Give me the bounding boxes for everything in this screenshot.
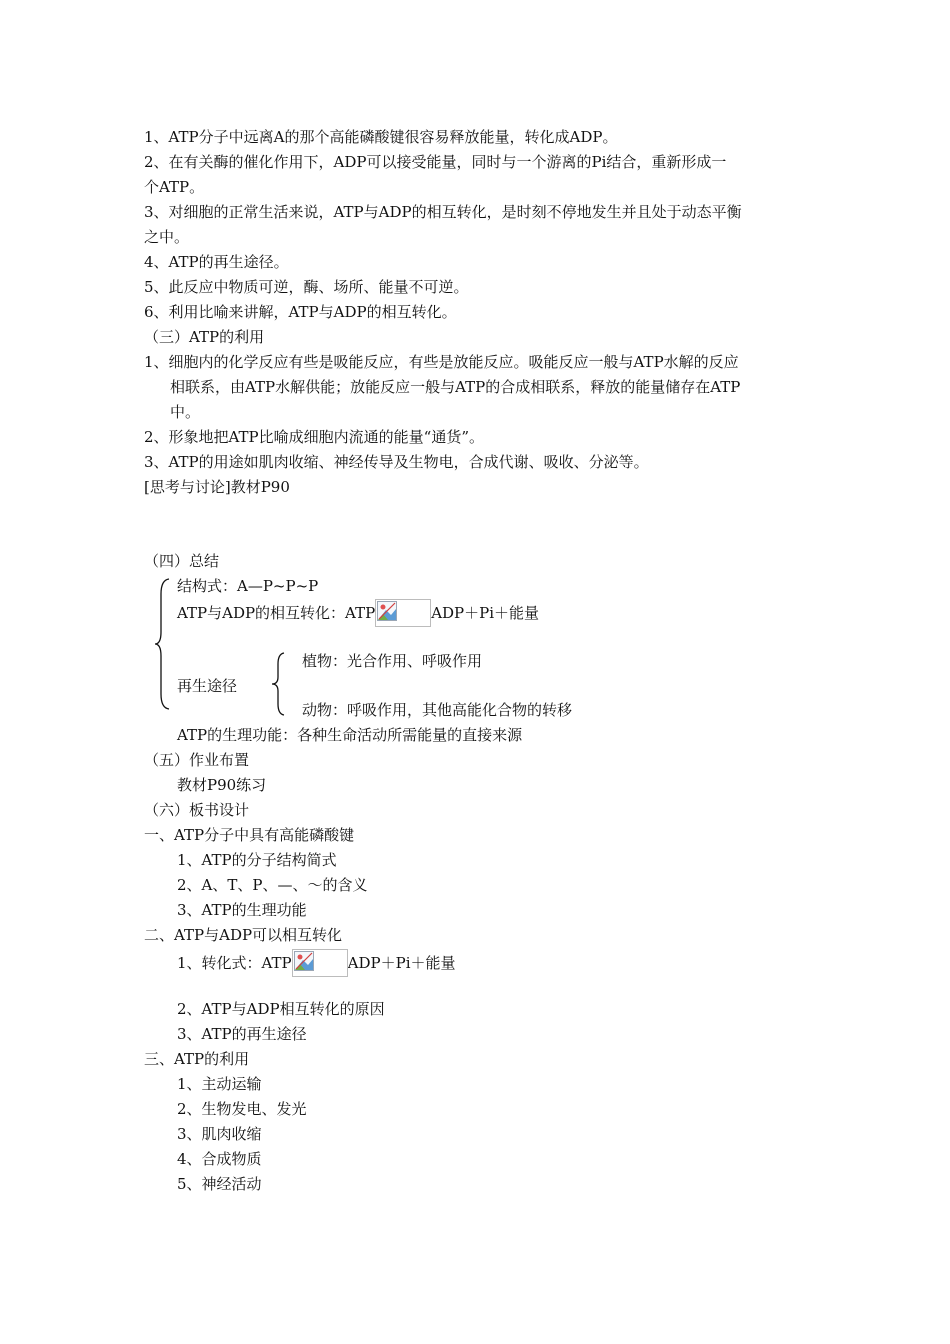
section3-line-5: 3、ATP的用途如肌肉收缩、神经传导及生物电，合成代谢、吸收、分泌等。 <box>144 453 649 471</box>
board-formula <box>177 951 456 977</box>
summary-animal: 动物：呼吸作用，其他高能化合物的转移 <box>302 701 573 719</box>
board-part2-item-2: 2、ATP与ADP相互转化的原因 <box>177 1000 385 1018</box>
summary-conversion-left: ATP与ADP的相互转化：ATP <box>177 604 376 622</box>
section3-line-1: 1、细胞内的化学反应有些是吸能反应，有些是放能反应。吸能反应一般与ATP水解的反应 <box>144 353 739 371</box>
intro-line-8: 6、利用比喻来讲解，ATP与ADP的相互转化。 <box>144 303 457 321</box>
intro-line-3: 个ATP。 <box>144 178 205 196</box>
board-formula-left: 1、转化式：ATP <box>177 954 292 972</box>
section3-line-4: 2、形象地把ATP比喻成细胞内流通的能量“通货”。 <box>144 428 484 446</box>
board-part2-item-3: 3、ATP的再生途径 <box>177 1025 307 1043</box>
board-part3-item-4: 4、合成物质 <box>177 1150 262 1168</box>
board-part3-item-5: 5、神经活动 <box>177 1175 262 1193</box>
summary-conversion <box>177 601 539 627</box>
reaction-arrow-image <box>375 599 431 627</box>
board-part2-title: 二、ATP与ADP可以相互转化 <box>144 926 343 944</box>
section5-heading: （五）作业布置 <box>144 751 250 769</box>
section3-line-3: 中。 <box>170 403 201 421</box>
section3-line-2: 相联系，由ATP水解供能；放能反应一般与ATP的合成相联系，释放的能量储存在ATP <box>170 378 741 396</box>
broken-image-icon <box>377 601 397 621</box>
intro-line-7: 5、此反应中物质可逆，酶、场所、能量不可逆。 <box>144 278 469 296</box>
summary-structure: 结构式：A—P~P~P <box>177 577 319 595</box>
summary-regen-label: 再生途径 <box>177 677 238 695</box>
broken-image-icon <box>294 951 314 971</box>
board-part1-item-1: 1、ATP的分子结构简式 <box>177 851 337 869</box>
section3-heading: （三）ATP的利用 <box>144 328 265 346</box>
board-formula-right: ADP＋Pi＋能量 <box>347 954 456 972</box>
intro-line-4: 3、对细胞的正常生活来说，ATP与ADP的相互转化，是时刻不停地发生并且处于动态平衡 <box>144 203 742 221</box>
summary-conversion-right: ADP＋Pi＋能量 <box>431 604 540 622</box>
summary-function: ATP的生理功能：各种生命活动所需能量的直接来源 <box>177 726 523 744</box>
intro-line-2: 2、在有关酶的催化作用下，ADP可以接受能量，同时与一个游离的Pi结合，重新形成一 <box>144 153 727 171</box>
board-part1-item-3: 3、ATP的生理功能 <box>177 901 307 919</box>
regen-brace <box>271 650 287 718</box>
intro-line-6: 4、ATP的再生途径。 <box>144 253 289 271</box>
summary-brace <box>154 576 172 712</box>
board-part3-title: 三、ATP的利用 <box>144 1050 250 1068</box>
board-part1-title: 一、ATP分子中具有高能磷酸键 <box>144 826 355 844</box>
intro-line-1: 1、ATP分子中远离A的那个高能磷酸键很容易释放能量，转化成ADP。 <box>144 128 618 146</box>
section3-discussion: [思考与讨论]教材P90 <box>144 478 290 496</box>
board-part3-item-2: 2、生物发电、发光 <box>177 1100 307 1118</box>
section4-heading: （四）总结 <box>144 552 220 570</box>
board-part3-item-3: 3、肌肉收缩 <box>177 1125 262 1143</box>
intro-line-5: 之中。 <box>144 228 190 246</box>
reaction-arrow-image <box>292 949 348 977</box>
board-part1-item-2: 2、A、T、P、—、～的含义 <box>177 876 368 894</box>
board-part3-item-1: 1、主动运输 <box>177 1075 262 1093</box>
section5-item: 教材P90练习 <box>177 776 267 794</box>
summary-plant: 植物：光合作用、呼吸作用 <box>302 652 483 670</box>
section6-heading: （六）板书设计 <box>144 801 250 819</box>
